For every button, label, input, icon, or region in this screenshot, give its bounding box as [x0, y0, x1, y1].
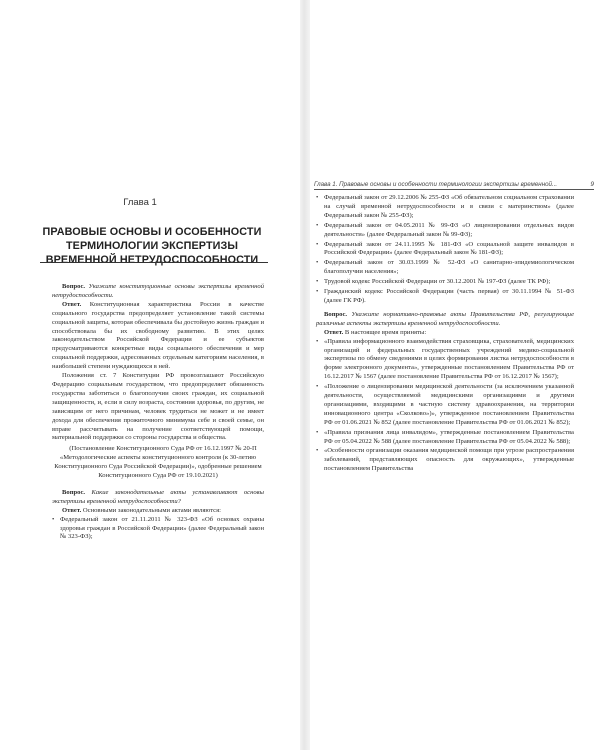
- answer-3: [316, 329, 574, 338]
- court-reference: (Постановление Конституционного Суда РФ от 16.12.1997 № 20-П «Методологические аспекты конституционного контроля (к 30-летию Конституционного Суда Российской Федерации)», одобренные решением Конституционного Суда РФ от 19.10.2021): [54, 445, 262, 480]
- title-underline: [40, 262, 268, 263]
- chapter-label: Глава 1: [123, 197, 157, 208]
- question-lead: Вопрос.: [324, 310, 348, 318]
- question-1: [52, 283, 264, 301]
- left-page-body: [52, 283, 264, 543]
- answer-1: [52, 301, 264, 372]
- book-gutter: [300, 0, 310, 750]
- running-head: Глава 1. Правовые основы и особенности терминологии экспертизы временной...: [314, 181, 594, 190]
- government-acts-list: [316, 338, 574, 475]
- question-text: Какие законодательные акты устанавливают основы экспертизы временной нетрудоспособности?: [52, 488, 264, 505]
- list-item: • Федеральный закон от 24.11.1995 № 181-ФЗ «О социальной защите инвалидов в Российской Федерации» (далее Федеральный закон № 181-ФЗ);: [316, 241, 574, 259]
- question-lead: Вопрос.: [62, 283, 86, 290]
- question-lead: Вопрос.: [62, 488, 86, 496]
- list-item: • Федеральный закон от 29.12.2006 № 255-ФЗ «Об обязательном социальном страховании на случай временной нетрудоспособности и в связи с материнством» (далее Федеральный закон № 255-ФЗ);: [316, 194, 574, 221]
- right-page-body: [316, 194, 574, 475]
- question-2: [52, 489, 264, 507]
- answer-text: Основными законодательными актами являются:: [82, 506, 221, 514]
- list-item: • Федеральный закон от 04.05.2011 № 99-ФЗ «О лицензировании отдельных видов деятельности» (далее Федеральный закон № 99-ФЗ);: [316, 222, 574, 240]
- list-item: • Трудовой кодекс Российской Федерации от 30.12.2001 № 197-ФЗ (далее ТК РФ);: [316, 278, 574, 287]
- list-item: • «Особенности организации оказания медицинской помощи при угрозе распространения заболеваний, представляющих опасность для окружающих», утвержденные постановлением Правительства: [316, 447, 574, 474]
- question-3: [316, 311, 574, 329]
- answer-lead: Ответ.: [324, 328, 344, 336]
- answer-text: В настоящее время приняты:: [344, 328, 427, 336]
- paragraph-article-7: Положения ст. 7 Конституции РФ провозглашают Российскую Федерацию социальным государством, что предопределяет обязанность государства заботиться о благополучии своих граждан, их социальной защищенности, и, если в силу возраста, состояния здоровья, по другим, не зависящим от него причинам, человек трудиться не может и не имеет дохода для обеспечения прожиточного минимума себе и своей семье, он вправе рассчитывать на получение соответствующей помощи, материальной поддержки со стороны государства и общества.: [52, 372, 264, 442]
- list-item: • «Правила информационного взаимодействия страховщика, страхователей, медицинских организаций и федеральных государственных учреждений медико-социальной экспертизы по обмену сведениями в целях формирования листка нетрудоспособности в форме электронного документа», утвержденные постановлением Правительства РФ от 16.12.2017 № 1567 (далее постановление Правительства РФ от 16.12.2017 № 1567);: [316, 338, 574, 383]
- answer-text: Конституционная характеристика России в качестве социального государства предопределяет установление такой системы социальной защиты, которая обеспечивала бы достойную жизнь граждан и способствовала бы их свободному развитию. В этих целях законодательством Российской Федерации и ее субъектов предусматриваются конкретные виды социального обеспечения и мер социальной поддержки, адресованных отдельным категориям населения, в наибольшей степени нуждающихся в ней.: [52, 300, 264, 371]
- question-text: Укажите нормативно-правовые акты Правительства РФ, регулирующие различные аспекты экспертизы временной нетрудоспособности.: [316, 310, 574, 327]
- list-item: • Федеральный закон от 21.11.2011 № 323-ФЗ «Об основах охраны здоровья граждан в Российской Федерации» (далее Федеральный закон № 323-ФЗ);: [52, 516, 264, 543]
- question-text: Укажите конституционные основы экспертизы временной нетрудоспособности.: [52, 283, 264, 299]
- list-item: • «Правила признания лица инвалидом», утвержденные постановлением Правительства РФ от 05.04.2022 № 588 (далее постановление Правительства РФ от 05.04.2022 № 588);: [316, 429, 574, 447]
- list-item: • Гражданский кодекс Российской Федерации (часть первая) от 30.11.1994 № 51-ФЗ (далее ГК РФ).: [316, 288, 574, 306]
- answer-2: [52, 507, 264, 516]
- answer-lead: Ответ.: [62, 300, 82, 308]
- law-list-continued: [316, 194, 574, 306]
- answer-lead: Ответ.: [62, 506, 82, 514]
- list-item: • Федеральный закон от 30.03.1999 № 52-ФЗ «О санитарно-эпидемиологическом благополучии населения»;: [316, 259, 574, 277]
- right-page: [310, 0, 600, 750]
- list-item: • «Положение о лицензировании медицинской деятельности (за исключением указанной деятельности, осуществляемой медицинскими организациями и другими организациями, входящими в частную систему здравоохранения, на территории инновационного центра «Сколково»)», утвержденное постановлением Правительства РФ от 01.06.2021 № 852 (далее постановление Правительства РФ от 01.06.2021 № 852);: [316, 383, 574, 428]
- chapter-title: ПРАВОВЫЕ ОСНОВЫ И ОСОБЕННОСТИ ТЕРМИНОЛОГИИ ЭКСПЕРТИЗЫ ВРЕМЕННОЙ НЕТРУДОСПОСОБНОСТИ: [42, 226, 262, 266]
- law-list: [52, 516, 264, 543]
- page-number: 9: [590, 181, 594, 188]
